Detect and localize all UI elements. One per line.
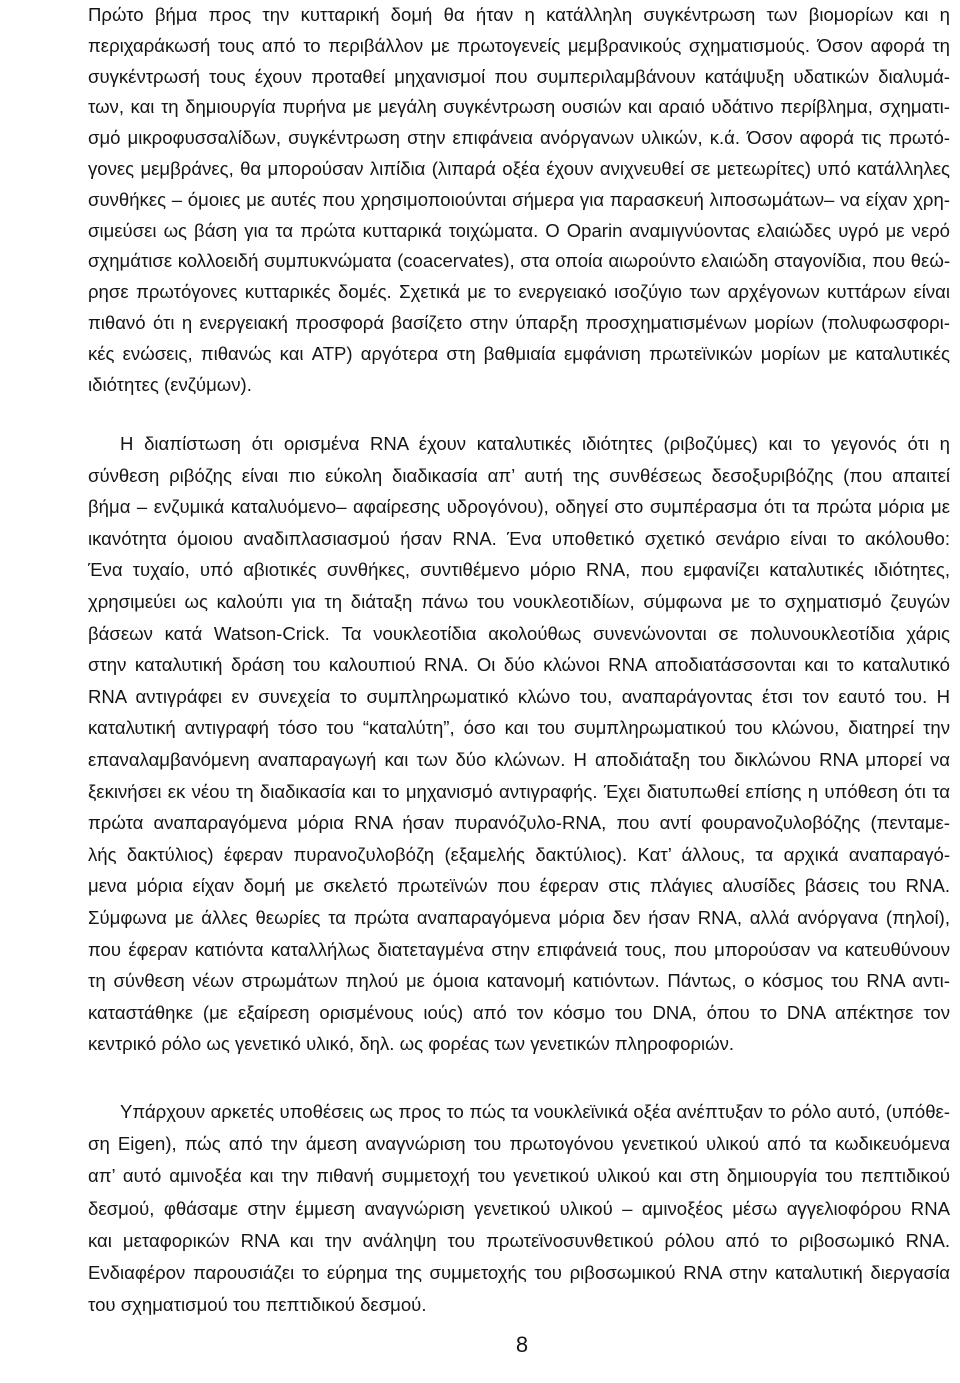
- paragraph-line: Υπάρχουν αρκετές υποθέσεις ως προς το πώς τα νουκλεϊνικά οξέα ανέπτυξαν το ρόλο αυτό, (υπόθε-: [120, 1101, 950, 1122]
- paragraph-line: βήμα – ενζυμικά καταλυόμενο– αφαίρεσης υδρογόνου), οδηγεί στο συμπέρασμα ότι τα πρώτα μόρια με: [88, 496, 950, 518]
- paragraph-line: χρησιμεύει ως καλούπι για τη διάταξη πάνω του νουκλεοτιδίων, σύμφωνα με το σχηματισμό ζευγών: [88, 590, 950, 612]
- paragraph-line: απ’ αυτό αμινοξέα και την πιθανή συμμετοχή του γενετικού υλικού και στη δημιουργία του πεπτιδικού: [88, 1165, 950, 1187]
- paragraph-line: ικανότητα όμοιου αναδιπλασιασμού ήσαν RNA. Ένα υποθετικό σχετικό σενάριο είναι το ακόλουθο:: [88, 527, 950, 549]
- paragraph-line: τη σύνθεση νέων στρωμάτων πηλού με όμοια κατανομή κατιόντων. Πάντως, ο κόσμος του RNA αντι-: [88, 970, 950, 992]
- page-number: 8: [515, 1332, 529, 1357]
- paragraph-line: ξεκινήσει εκ νέου τη διαδικασία και το μηχανισμό αντιγραφής. Έχει διατυπωθεί επίσης η υπόθεση ότι τα: [88, 780, 950, 802]
- paragraph-line: κεντρικό ρόλο ως γενετικό υλικό, δηλ. ως φορέας των γενετικών πληροφοριών.: [88, 1033, 735, 1055]
- paragraph-line: καταστάθηκε (με εξαίρεση ορισμένους ιούς) από τον κόσμο του DNA, όπου το DNA απέκτησε τον: [88, 1001, 950, 1023]
- paragraph-line: κές ενώσεις, πιθανώς και ATP) αργότερα στη βαθμιαία εμφάνιση πρωτεϊνικών μορίων με καταλυτικές: [88, 342, 950, 364]
- paragraph-1: [88, 0, 950, 400]
- paragraph-line: στην καταλυτική δράση του καλουπιού RNA. Οι δύο κλώνοι RNA αποδιατάσσονται και το καταλυτικό: [88, 654, 950, 676]
- paragraph-line: σιμεύσει ως βάση για τα πρώτα κυτταρικά τοιχώματα. Ο Oparin αναμιγνύοντας ελαιώδες υγρό με νερό: [88, 219, 950, 241]
- paragraph-line: που έφεραν κατιόντα καταλλήλως διατεταγμένα στην επιφάνειά τους, που μπορούσαν να κατευθύνουν: [88, 938, 950, 960]
- paragraph-line: καταλυτική αντιγραφή τόσο του “καταλύτη”, όσο και του συμπληρωματικού του κλώνου, διατηρεί την: [88, 717, 950, 739]
- paragraph-2: [88, 428, 950, 1060]
- paragraph-line: σύνθεση ριβόζης είναι πιο εύκολη διαδικασία απ’ αυτή της συνθέσεως δεσοξυριβόζης (που απαιτεί: [88, 464, 950, 486]
- paragraph-line: του σχηματισμού του πεπτιδικού δεσμού.: [88, 1294, 427, 1316]
- paragraph-line: δεσμού, φθάσαμε στην έμμεση αναγνώριση γενετικού υλικού – αμινοξέος μέσω αγγελιοφόρου RNA: [88, 1197, 950, 1219]
- paragraph-line: RNA αντιγράφει εν συνεχεία το συμπληρωματικό κλώνο του, αναπαράγοντας έτσι τον εαυτό του. Η: [88, 685, 950, 707]
- paragraph-line: Σύμφωνα με άλλες θεωρίες τα πρώτα αναπαραγόμενα μόρια δεν ήσαν RNA, αλλά ανόργανα (πηλοί),: [88, 906, 950, 928]
- paragraph-line: Ενδιαφέρον παρουσιάζει το εύρημα της συμμετοχής του ριβοσωμικού RNA στην καταλυτική διεργασία: [88, 1262, 950, 1284]
- paragraph-line: μενα μόρια είχαν δομή με σκελετό πρωτεϊνών που έφεραν στις πλάγιες αλυσίδες βάσεις του RNA.: [88, 875, 950, 897]
- paragraph-line: περιχαράκωσή τους από το περιβάλλον με πρωτογενείς μεμβρανικούς σχηματισμούς. Όσον αφορά τη: [88, 34, 950, 56]
- paragraph-line: σχημάτισε κολλοειδή συμπυκνώματα (coacervates), στα οποία αιωρούντο ελαιώδη σταγονίδια, που θεώ-: [88, 250, 950, 272]
- paragraph-line: Η διαπίστωση ότι ορισμένα RNA έχουν καταλυτικές ιδιότητες (ριβοζύμες) και το γεγονός ότι η: [120, 433, 950, 454]
- paragraph-line: ιδιότητες (ενζύμων).: [88, 373, 252, 395]
- paragraph-3: [88, 1096, 950, 1321]
- paragraph-line: συγκέντρωσή τους έχουν προταθεί μηχανισμοί που συμπεριλαμβάνουν κατάψυξη υδατικών διαλυμά-: [88, 65, 950, 87]
- paragraph-line: λής δακτύλιος) έφεραν πυρανοζυλοβόζη (εξαμελής δακτύλιος). Κατ’ άλλους, τα αρχικά αναπαραγό-: [88, 843, 950, 865]
- paragraph-line: των, και τη δημιουργία πυρήνα με μεγάλη συγκέντρωση ουσιών και αραιό υδάτινο περίβλημα, σχηματι-: [88, 96, 950, 118]
- paragraph-line: συνθήκες – όμοιες με αυτές που χρησιμοποιούνται σήμερα για παρασκευή λιποσωμάτων– να είχαν χρη-: [88, 188, 950, 210]
- paragraph-line: επαναλαμβανόμενη αναπαραγωγή και των δύο κλώνων. Η αποδιάταξη του δικλώνου RNA μπορεί να: [88, 748, 950, 770]
- paragraph-line: Πρώτο βήμα προς την κυτταρική δομή θα ήταν η κατάλληλη συγκέντρωση των βιομορίων και η: [88, 4, 950, 25]
- paragraph-line: Ένα τυχαίο, υπό αβιοτικές συνθήκες, συντιθέμενο μόριο RNA, που εμφανίζει καταλυτικές ιδιότητες,: [88, 559, 950, 581]
- paragraph-line: βάσεων κατά Watson-Crick. Τα νουκλεοτίδια ακολούθως συνενώνονται σε πολυνουκλεοτίδια χάρις: [88, 622, 950, 644]
- paragraph-line: ση Eigen), πώς από την άμεση αναγνώριση του πρωτογόνου γενετικού υλικού από τα κωδικευόμενα: [88, 1133, 950, 1155]
- paragraph-line: και μεταφορικών RNA και την ανάληψη του πρωτεϊνοσυνθετικού ρόλου από το ριβοσωμικό RNA.: [88, 1229, 950, 1251]
- paragraph-line: γονες μεμβράνες, θα μπορούσαν λιπίδια (λιπαρά οξέα έχουν ανιχνευθεί σε μετεωρίτες) υπό κατάλληλες: [88, 157, 950, 179]
- paragraph-line: πιθανό ότι η ενεργειακή προσφορά βασίζετο στην ύπαρξη προσχηματισμένων μορίων (πολυφωσφορι-: [88, 311, 950, 333]
- paragraph-line: πρώτα αναπαραγόμενα μόρια RNA ήσαν πυρανόζυλο-RNA, που αντί φουρανοζυλοβόζης (πενταμε-: [88, 812, 950, 834]
- paragraph-line: ρησε πρωτόγονες κυτταρικές δομές. Σχετικά με το ενεργειακό ισοζύγιο των αρχέγονων κυττάρων είναι: [88, 281, 950, 303]
- paragraph-line: σμό μικροφυσσαλίδων, συγκέντρωση στην επιφάνεια ανόργανων υλικών, κ.ά. Όσον αφορά τις πρωτό-: [88, 127, 950, 149]
